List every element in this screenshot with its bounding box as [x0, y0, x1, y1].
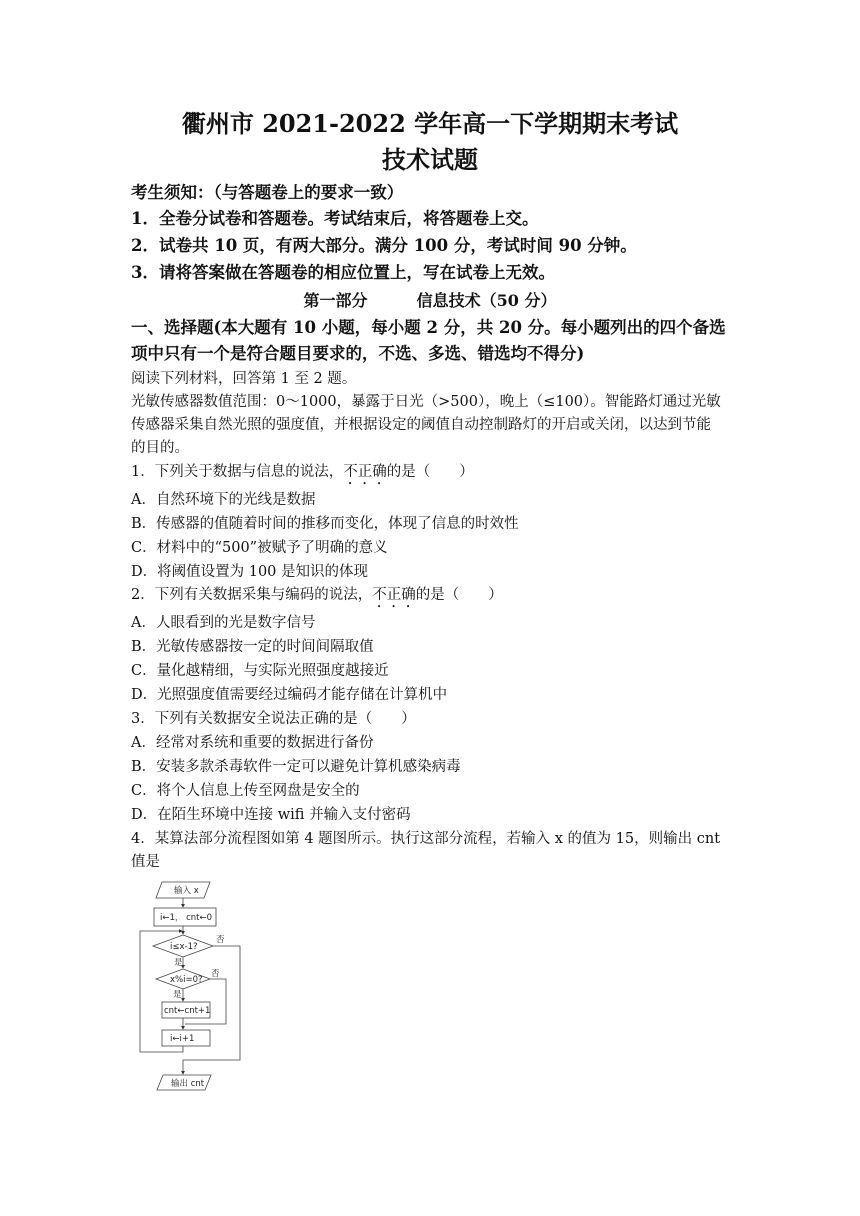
section1-heading-line2: 项中只有一个是符合题目要求的，不选、多选、错选均不得分) — [131, 344, 585, 363]
question-3-option-b: B．安装多款杀毒软件一定可以避免计算机感染病毒 — [131, 759, 461, 775]
flowchart-cnt-label: cnt←cnt+1 — [164, 1006, 211, 1016]
section1-heading-line1: 一、选择题(本大题有 10 小题，每小题 2 分，共 20 分。每小题列出的四个备选 — [131, 318, 726, 337]
flowchart-init-label: i←1， cnt←0 — [160, 913, 213, 923]
material-text-line2: 传感器采集自然光照的强度值，并根据设定的阈值自动控制路灯的开启或关闭，以达到节能 — [131, 417, 711, 433]
notice-item-1: 1．全卷分试卷和答题卷。考试结束后，将答题卷上交。 — [131, 209, 539, 228]
material-intro: 阅读下列材料，回答第 1 至 2 题。 — [131, 371, 357, 387]
question-1-option-d: D．将阈值设置为 100 是知识的体现 — [131, 564, 369, 580]
question-3-option-a: A．经常对系统和重要的数据进行备份 — [131, 735, 374, 751]
flowchart-figure — [130, 876, 255, 1096]
question-1-stem: 1．下列关于数据与信息的说法，不正确的是（ ） — [131, 464, 474, 480]
part-name: 第一部分 — [303, 291, 368, 310]
part-heading — [0, 288, 860, 311]
question-2-stem: 2．下列有关数据采集与编码的说法，不正确的是（ ） — [131, 587, 503, 603]
question-1-option-a: A．自然环境下的光线是数据 — [131, 492, 316, 508]
question-1-option-b: B．传感器的值随着时间的推移而变化，体现了信息的时效性 — [131, 516, 519, 532]
flowchart-yes-label-2: 是 — [173, 990, 182, 1000]
question-3-option-d: D．在陌生环境中连接 wifi 并输入支付密码 — [131, 807, 411, 823]
flowchart-output-label: 输出 cnt — [171, 1079, 205, 1089]
notice-item-3: 3．请将答案做在答题卷的相应位置上，写在试卷上无效。 — [131, 263, 555, 282]
question-3-stem: 3．下列有关数据安全说法正确的是（ ） — [131, 711, 416, 727]
question-4-line1: 4．某算法部分流程图如第 4 题图所示。执行这部分流程，若输入 x 的值为 15，则输出 cnt — [131, 831, 721, 847]
question-2-option-d: D．光照强度值需要经过编码才能存储在计算机中 — [131, 687, 448, 703]
notice-heading: 考生须知：（与答题卷上的要求一致） — [131, 183, 404, 202]
part-subject: 信息技术（50 分） — [416, 291, 557, 310]
question-4-line2: 值是 — [131, 854, 160, 870]
question-2-option-b: B．光敏传感器按一定的时间间隔取值 — [131, 639, 374, 655]
exam-subtitle: 技术试题 — [382, 145, 478, 174]
question-1-option-c: C．材料中的“500”被赋予了明确的意义 — [131, 540, 388, 556]
exam-title: 衢州市 2021-2022 学年高一下学期期末考试 — [181, 109, 679, 138]
notice-item-2: 2．试卷共 10 页，有两大部分。满分 100 分，考试时间 90 分钟。 — [131, 236, 637, 255]
question-2-option-a: A．人眼看到的光是数字信号 — [131, 615, 316, 631]
flowchart-no-label-1: 否 — [216, 935, 225, 945]
question-2-option-c: C．量化越精细，与实际光照强度越接近 — [131, 663, 389, 679]
flowchart-cond2-label: x%i=0? — [170, 975, 203, 985]
flowchart-cond1-label: i≤x-1? — [170, 942, 198, 952]
material-text-line3: 的目的。 — [131, 440, 189, 456]
emphasis-text: 不正确 — [372, 587, 416, 603]
question-3-option-c: C．将个人信息上传至网盘是安全的 — [131, 783, 360, 799]
material-text-line1: 光敏传感器数值范围：0～1000，暴露于日光（>500），晚上（≤100）。智能路灯通过光敏 — [131, 394, 721, 410]
flowchart-yes-label-1: 是 — [174, 958, 183, 968]
flowchart-no-label-2: 否 — [211, 969, 220, 979]
emphasis-text: 不正确 — [343, 464, 387, 480]
flowchart-i-label: i←i+1 — [170, 1034, 195, 1044]
flowchart-input-label: 输入 x — [174, 886, 199, 896]
